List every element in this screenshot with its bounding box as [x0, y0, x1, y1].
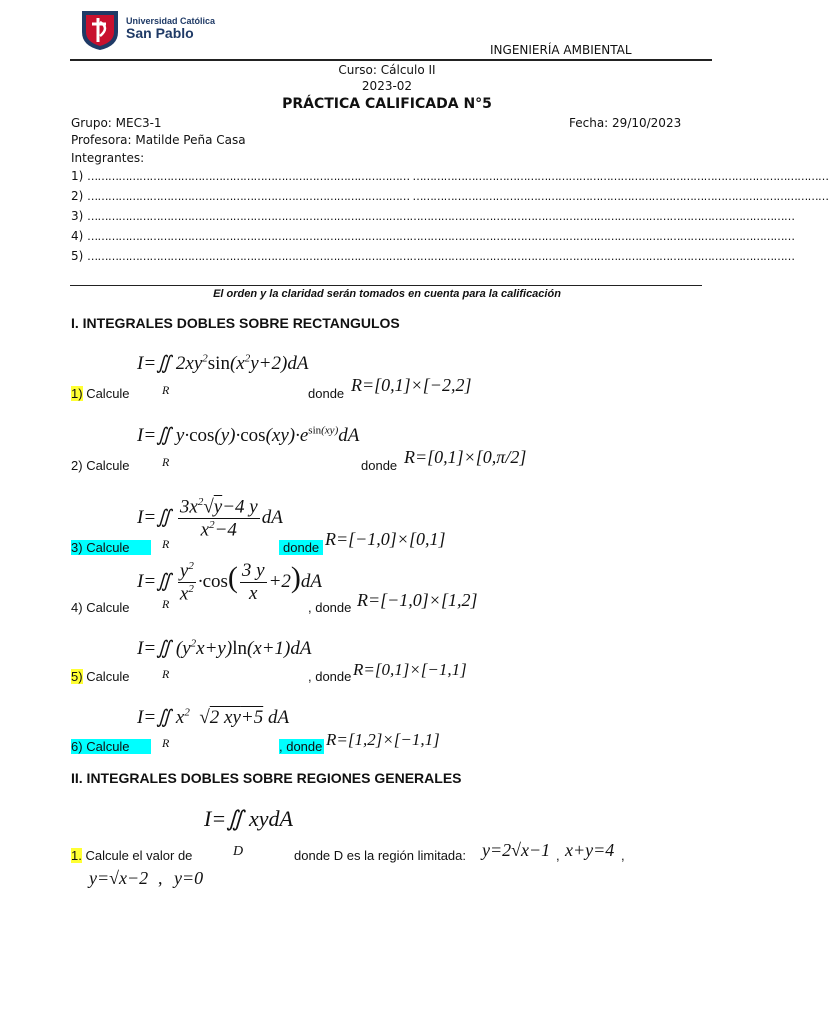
calcule-label: Calcule — [86, 669, 130, 684]
problem-1-donde: donde — [308, 386, 345, 401]
university-name-line1: Universidad Católica — [126, 16, 216, 26]
member-number: 4) — [71, 229, 84, 243]
problem-5-region: R=[0,1]×[−1,1] — [353, 660, 467, 679]
fraction: $\frac{3 y}{x}$ — [241, 560, 265, 605]
university-logo — [78, 8, 216, 52]
integral-2-domain: R — [162, 455, 170, 469]
problem-2-region: R=[0,1]×[0,π/2] — [404, 447, 527, 467]
problem-ii-1-donde: donde D es la región limitada: — [294, 848, 466, 863]
dotted-line: …………………………………………………………………………………………………………………………………………………………………………………… — [87, 210, 795, 223]
curve-2: x+y=4 — [565, 840, 615, 860]
problem-ii-1-number: 1. — [71, 848, 82, 863]
curve-1: y=2√x−1 — [482, 840, 551, 860]
member-number: 1) — [71, 169, 84, 183]
integral-1: I=∬ $2xy^2\sin(x^2y+2)dA$ — [137, 352, 309, 374]
problem-4-number: 4) — [71, 600, 83, 615]
separator-comma: , — [158, 868, 163, 888]
member-line-3[interactable] — [71, 209, 795, 223]
fraction: $\frac{y^2}{x^2}$ — [179, 560, 194, 605]
problem-1-region: R=[0,1]×[−2,2] — [351, 375, 472, 395]
problem-2-number: 2) — [71, 458, 83, 473]
calcule-label: Calcule — [86, 458, 130, 473]
problem-ii-1-label — [71, 848, 192, 863]
problem-6-label — [71, 739, 151, 754]
problem-4-label — [71, 600, 130, 615]
problem-2-donde: donde — [361, 458, 398, 473]
problem-3-number: 3) — [71, 540, 83, 555]
problem-6-donde: , donde — [279, 739, 323, 754]
problem-4-donde: , donde — [308, 600, 352, 615]
curve-3: y=√x−2 — [89, 868, 149, 888]
members-label: Integrantes: — [71, 151, 145, 165]
member-line-2[interactable] — [71, 189, 828, 203]
problem-6-region: R=[1,2]×[−1,1] — [326, 730, 440, 749]
integral-1-domain: R — [162, 383, 170, 397]
problem-3-donde: donde — [279, 540, 323, 555]
integral-7: I=∬ xydA — [204, 806, 293, 831]
university-name-line2: San Pablo — [126, 25, 194, 41]
department-label: INGENIERÍA AMBIENTAL — [490, 43, 632, 57]
separator-comma: , — [556, 848, 560, 863]
dotted-line: ………………………………………………………………………………… ………………………………………………………………………………………………………… — [87, 190, 828, 203]
problem-1-number: 1) — [71, 386, 83, 401]
separator-comma: , — [621, 848, 625, 863]
integral-4-domain: R — [162, 597, 170, 611]
problem-3-label — [71, 540, 151, 555]
problem-6-number: 6) — [71, 739, 83, 754]
member-line-5[interactable] — [71, 249, 795, 263]
problem-5-donde: , donde — [308, 669, 352, 684]
date-label: Fecha: 29/10/2023 — [569, 116, 682, 130]
dotted-line: …………………………………………………………………………………………………………………………………………………………………………………… — [87, 250, 795, 263]
dotted-line: ………………………………………………………………………………… ………………………………………………………………………………………………………… — [87, 170, 828, 183]
integral-4: I=∬ $\frac{y^2}{x^2}$ ·cos( $\frac{3 y}{x}$ +2)dA — [137, 560, 323, 605]
integral-6-domain: R — [162, 736, 170, 750]
integral-5-domain: R — [162, 667, 170, 681]
calcule-label: Calcule — [86, 386, 130, 401]
integral-3: I=∬ $\frac{3x^2√y-4 y}{x^2-4}$ dA — [137, 496, 283, 541]
member-number: 3) — [71, 209, 84, 223]
dotted-line: …………………………………………………………………………………………………………………………………………………………………………………… — [87, 230, 795, 243]
problem-4-region: R=[−1,0]×[1,2] — [357, 590, 478, 610]
course-name: Curso: Cálculo II — [338, 63, 436, 77]
teacher-label: Profesora: Matilde Peña Casa — [71, 133, 246, 147]
problem-1-label — [71, 386, 130, 401]
integral-6: I=∬ $x^2$ √2 xy+5 dA — [137, 706, 290, 728]
shield-icon — [78, 8, 122, 52]
header-rule — [70, 59, 712, 61]
section-1-title: I. INTEGRALES DOBLES SOBRE RECTANGULOS — [71, 315, 400, 331]
fraction: $\frac{3x^2√y-4 y}{x^2-4}$ — [179, 496, 258, 541]
course-term: 2023-02 — [361, 79, 413, 93]
grading-note: El orden y la claridad serán tomados en cuenta para la calificación — [213, 288, 561, 300]
calcule-valor-label: Calcule el valor de — [85, 848, 193, 863]
curve-4: y=0 — [174, 868, 204, 888]
integral-3-domain: R — [162, 537, 170, 551]
integral-2: I=∬ $y\cdot\cos(y)\cdot\cos(xy)\cdot e^{sin(xy)}dA$ — [137, 424, 360, 446]
member-number: 5) — [71, 249, 84, 263]
integral-7-domain: D — [233, 844, 244, 859]
note-rule — [70, 285, 702, 286]
integral-5: I=∬ $(y^2x+y)\ln(x+1)dA$ — [137, 637, 312, 659]
calcule-label: Calcule — [86, 739, 130, 754]
calcule-label: Calcule — [86, 540, 130, 555]
member-line-4[interactable] — [71, 229, 795, 243]
section-2-title: II. INTEGRALES DOBLES SOBRE REGIONES GENERALES — [71, 770, 462, 786]
group-label: Grupo: MEC3-1 — [71, 116, 162, 130]
problem-5-number: 5) — [71, 669, 83, 684]
member-number: 2) — [71, 189, 84, 203]
problem-2-label — [71, 458, 130, 473]
problem-3-region: R=[−1,0]×[0,1] — [325, 529, 446, 549]
calcule-label: Calcule — [86, 600, 130, 615]
page-title: PRÁCTICA CALIFICADA N°5 — [282, 96, 492, 112]
problem-5-label — [71, 669, 130, 684]
member-line-1[interactable] — [71, 169, 828, 183]
